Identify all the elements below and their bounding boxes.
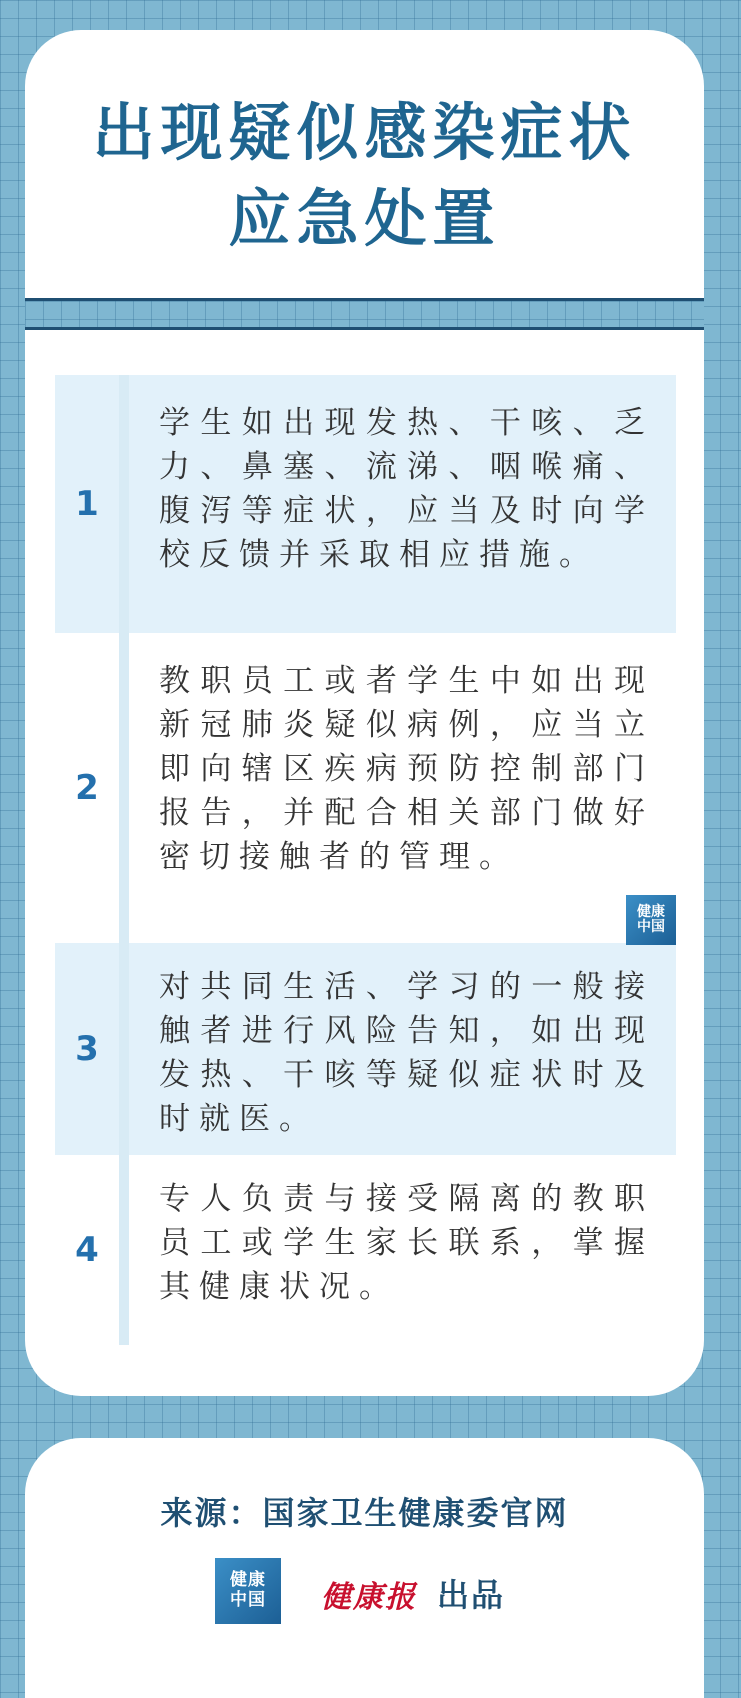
item-number: 1: [75, 484, 99, 524]
item-text-cell: [129, 943, 676, 1155]
list-item: [55, 943, 676, 1155]
watermark-line1: 健康: [637, 903, 665, 920]
item-text: 教职员工或者学生中如出现新冠肺炎疑似病例，应当立即向辖区疾病预防控制部门报告，并配合相关部门做好密切接触者的管理。: [159, 663, 654, 875]
page-title: 出现疑似感染症状: [92, 96, 637, 169]
item-number: 3: [75, 1029, 99, 1069]
logo-line2: 中国: [230, 1590, 266, 1610]
list-item: [55, 633, 676, 943]
list-item: [55, 375, 676, 633]
item-number: 2: [75, 768, 99, 808]
item-number-cell: [55, 375, 129, 633]
jiankang-zhongguo-logo: [215, 1558, 281, 1624]
item-number-cell: [55, 943, 129, 1155]
page-subtitle: 应急处置: [228, 182, 501, 255]
footer-panel: [25, 1438, 704, 1698]
list-item: [55, 1155, 676, 1345]
item-text: 对共同生活、学习的一般接触者进行风险告知，如出现发热、干咳等疑似症状时及时就医。: [159, 969, 654, 1137]
measures-list: [55, 365, 676, 1365]
newspaper-logo: 健康报: [321, 1580, 417, 1615]
item-text: 学生如出现发热、干咳、乏力、鼻塞、流涕、咽喉痛、腹泻等症状，应当及时向学校反馈并采取相应措施。: [159, 405, 654, 573]
item-text: 专人负责与接受隔离的教职员工或学生家长联系，掌握其健康状况。: [159, 1181, 654, 1305]
produced-by-label: 出品: [437, 1576, 506, 1614]
watermark-logo: [626, 895, 676, 945]
item-text-cell: [129, 633, 676, 943]
title-box: [25, 30, 704, 298]
main-panel: [25, 30, 704, 1396]
item-number-cell: [55, 633, 129, 943]
item-number-cell: [55, 1155, 129, 1345]
item-text-cell: [129, 375, 676, 633]
source-text: 来源：国家卫生健康委官网: [160, 1494, 569, 1532]
watermark-line2: 中国: [637, 919, 665, 935]
item-text-cell: [129, 1155, 676, 1345]
logo-line1: 健康: [230, 1570, 266, 1591]
item-number: 4: [75, 1230, 99, 1270]
title-divider: [25, 298, 704, 330]
